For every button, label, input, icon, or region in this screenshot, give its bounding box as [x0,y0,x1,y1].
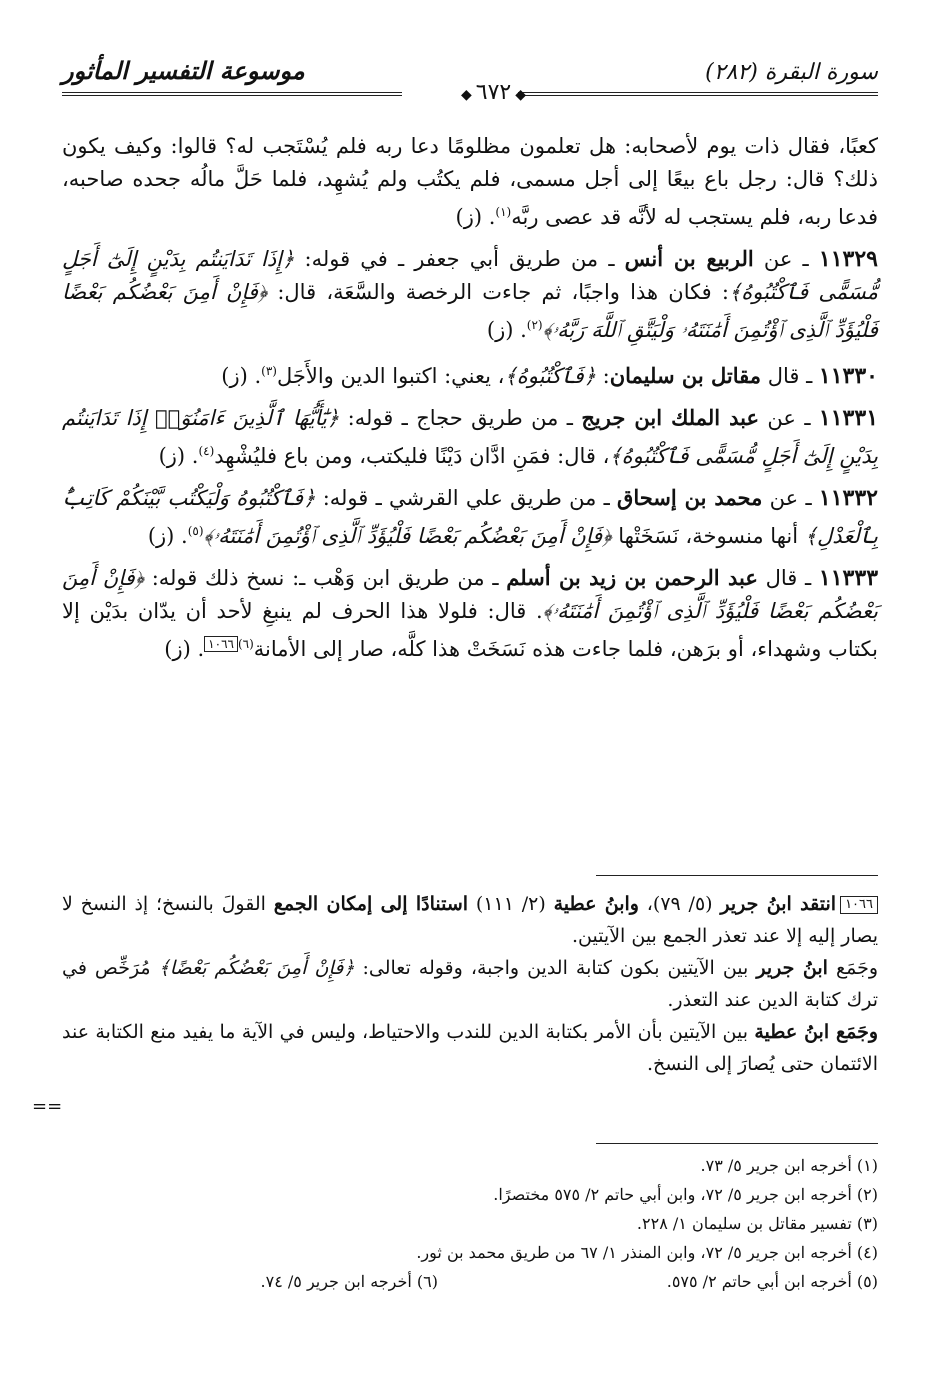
commentary-line: ١٠٦٦انتقد ابنُ جرير (٥/ ٧٩)، وابنُ عطية (٢/ ١١١) استنادًا إلى إمكان الجمع القولَ بالنسخ؛ إذ النسخ لا يصار إليه إلا عند تعذر الجمع بين الآيتين. [62,893,878,947]
narration-11331: ١١٣٣١ ـ عن عبد الملك ابن جريج ـ من طريق حجاج ـ قوله: ﴿يَٰٓأَيُّهَا ٱلَّذِينَ ءَامَنُوٓا۟ إِذَا تَدَايَنتُم بِدَيْنٍ إِلَىٰٓ أَجَلٍ مُّسَمًّى فَٱكْتُبُوهُ﴾، قال: فمَنِ ادَّان دَيْنًا فليكتب، ومن باع فليُشْهِد$^{(٤)}$. (ز) [62,405,879,468]
quran-quote: ﴿يَٰٓأَيُّهَا ٱلَّذِينَ ءَامَنُوٓا۟ إِذَا تَدَايَنتُم بِدَيْنٍ إِلَىٰٓ أَجَلٍ مُّسَمًّى فَٱكْتُبُوهُ﴾ [62,406,878,468]
commentary-line: وجَمَع ابنُ جرير بين الآيتين بكون كتابة الدين واجبة، وقوله تعالى: ﴿فَإِنْ أَمِنَ بَعْضُكُم بَعْضًا﴾ مُرَخِّص في ترك كتابة الدين عند التعذر. [62,957,878,1011]
header-rule-left [62,92,402,96]
commentary-separator [596,875,878,876]
narrator-name: عبد الملك ابن جريج [581,405,760,430]
commentary-ref-box: ١٠٦٦ [204,636,238,652]
header-rule-right [518,92,878,96]
narration-11329: ١١٣٢٩ ـ عن الربيع بن أنس ـ من طريق أبي جعفر ـ في قوله: ﴿إِذَا تَدَايَنتُم بِدَيْنٍ إِلَىٰٓ أَجَلٍ مُّسَمًّى فَٱكْتُبُوهُ﴾: فكان هذا واجبًا، ثم جاءت الرخصة والسَّعَة، قال: ﴿فَإِنْ أَمِنَ بَعْضُكُم بَعْضًا فَلْيُؤَدِّ ٱلَّذِى ٱؤْتُمِنَ أَمَٰنَتَهُۥ وَلْيَتَّقِ ٱللَّهَ رَبَّهُۥ﴾$^{(٢)}$. (ز) [62,246,878,342]
footnote-4: (٤) أخرجه ابن جرير ٥/ ٧٢، وابن المنذر ١/ ٦٧ من طريق محمد بن ثور. [416,1243,878,1262]
narration-number: ١١٣٢٩ [818,246,878,272]
footnotes [62,1151,878,1296]
ornament-icon: ◆ [461,87,472,103]
commentary-number-box: ١٠٦٦ [840,896,878,914]
footnote-2: (٢) أخرجه ابن جرير ٥/ ٧٢، وابن أبي حاتم ٢/ ٥٧٥ مختصرًا. [493,1185,878,1204]
narration-number: ١١٣٣٣ [818,565,879,591]
footnote-row [62,1267,878,1296]
narration-11330: ١١٣٣٠ ـ قال مقاتل بن سليمان: ﴿فَٱكْتُبُوهُ﴾، يعني: اكتبوا الدين والأَجَل$^{(٣)}$. (ز) [221,363,878,389]
footnote-6: (٦) أخرجه ابن جرير ٥/ ٧٤. [260,1272,438,1291]
continuation-mark: == [32,1096,63,1117]
footnote-ref: (٣) [261,364,277,378]
quran-quote: ﴿فَٱكْتُبُوهُ﴾ [504,364,596,388]
footnote-separator [596,1143,878,1144]
footnote-ref: (٥) [187,524,204,538]
surah-header: سورة البقرة (٢٨٢) [705,60,878,85]
footnote-ref: (١) [495,205,512,219]
quran-quote: ﴿فَإِنْ أَمِنَ بَعْضُكُم بَعْضًا فَلْيُؤَدِّ ٱلَّذِى ٱؤْتُمِنَ أَمَٰنَتَهُۥ﴾ [203,524,612,548]
footnote-3: (٣) تفسير مقاتل بن سليمان ١/ ٢٢٨. [636,1214,878,1233]
narrator-name: الربيع بن أنس [624,246,754,271]
commentary-block [62,888,878,1080]
narration-number: ١١٣٣٠ [818,363,878,389]
footnote-5: (٥) أخرجه ابن أبي حاتم ٢/ ٥٧٥. [666,1272,878,1291]
quran-quote: ﴿إِذَا تَدَايَنتُم بِدَيْنٍ إِلَىٰٓ أَجَلٍ مُّسَمًّى فَٱكْتُبُوهُ﴾ [62,247,878,304]
narrator-name: مقاتل بن سليمان [609,363,762,388]
footnote-1: (١) أخرجه ابن جرير ٥/ ٧٣. [700,1156,878,1175]
main-text [62,130,878,674]
book-title: موسوعة التفسير المأثور [62,56,305,85]
page-number: ◆٦٧٢◆ [457,80,530,105]
quran-quote: ﴿فَٱكْتُبُوهُ وَلْيَكْتُب بَّيْنَكُمْ كَاتِبٌۢ بِٱلْعَدْلِ﴾ [62,486,878,548]
commentary-line: وجَمَع ابنُ عطية بين الآيتين بأن الأمر بكتابة الدين للندب والاحتياط، وليس في الآية ما يفيد منع الكتابة عند الائتمان حتى يُصارَ إلى النسخ. [62,1021,878,1075]
quran-quote: ﴿فَإِنْ أَمِنَ بَعْضُكُم بَعْضًا فَلْيُؤَدِّ ٱلَّذِى ٱؤْتُمِنَ أَمَٰنَتَهُۥ وَلْيَتَّقِ ٱللَّهَ رَبَّهُۥ﴾ [62,280,878,342]
narrator-name: عبد الرحمن بن زيد بن أسلم [506,565,758,590]
footnote-ref: (٦) [237,637,254,651]
narration-number: ١١٣٣٢ [818,485,878,511]
narration-number: ١١٣٣١ [818,405,879,431]
ornament-icon: ◆ [515,87,527,103]
narrator-name: محمد بن إسحاق [617,485,763,510]
paragraph-continued: كعبًا، فقال ذات يوم لأصحابه: هل تعلمون مظلومًا دعا ربه فلم يُسْتَجب له؟ قالوا: وكيف يكون ذلك؟ قال: رجل باع بيعًا إلى أجل مسمى، فلم يكتُب ولم يُشهِد، فلما حَلَّ مالُه جحده صاحبه، فدعا ربه، فلم يستجب له لأنَّه قد عصى ربَّه$^{(١)}$. (ز) [62,134,878,229]
quran-quote: ﴿فَإِنْ أَمِنَ بَعْضُكُم بَعْضًا فَلْيُؤَدِّ ٱلَّذِى ٱؤْتُمِنَ أَمَٰنَتَهُۥ﴾ [62,566,878,623]
narration-11333: ١١٣٣٣ ـ قال عبد الرحمن بن زيد بن أسلم ـ من طريق ابن وَهْب ـ: نسخ ذلك قوله: ﴿فَإِنْ أَمِنَ بَعْضُكُم بَعْضًا فَلْيُؤَدِّ ٱلَّذِى ٱؤْتُمِنَ أَمَٰنَتَهُۥ﴾. قال: فلولا هذا الحرف لم ينبغِ لأحد أن يدّان بدَيْن إلا بكتاب وشهداء، أو برَهن، فلما جاءت هذه نَسَخَتْ هذا كلَّه، صار إلى الأمانة$^{(٦)}$١٠٦٦. (ز) [62,565,879,661]
footnote-ref: (٤) [198,444,215,458]
narration-11332: ١١٣٣٢ ـ عن محمد بن إسحاق ـ من طريق علي القرشي ـ قوله: ﴿فَٱكْتُبُوهُ وَلْيَكْتُب بَّيْنَكُمْ كَاتِبٌۢ بِٱلْعَدْلِ﴾ أنها منسوخة، نَسَخَتْها ﴿فَإِنْ أَمِنَ بَعْضُكُم بَعْضًا فَلْيُؤَدِّ ٱلَّذِى ٱؤْتُمِنَ أَمَٰنَتَهُۥ﴾$^{(٥)}$. (ز) [62,485,878,548]
quran-quote: ﴿فَإِنْ أَمِنَ بَعْضُكُم بَعْضًا﴾ [158,957,355,979]
page-header [62,52,878,112]
footnote-ref: (٢) [526,318,543,332]
